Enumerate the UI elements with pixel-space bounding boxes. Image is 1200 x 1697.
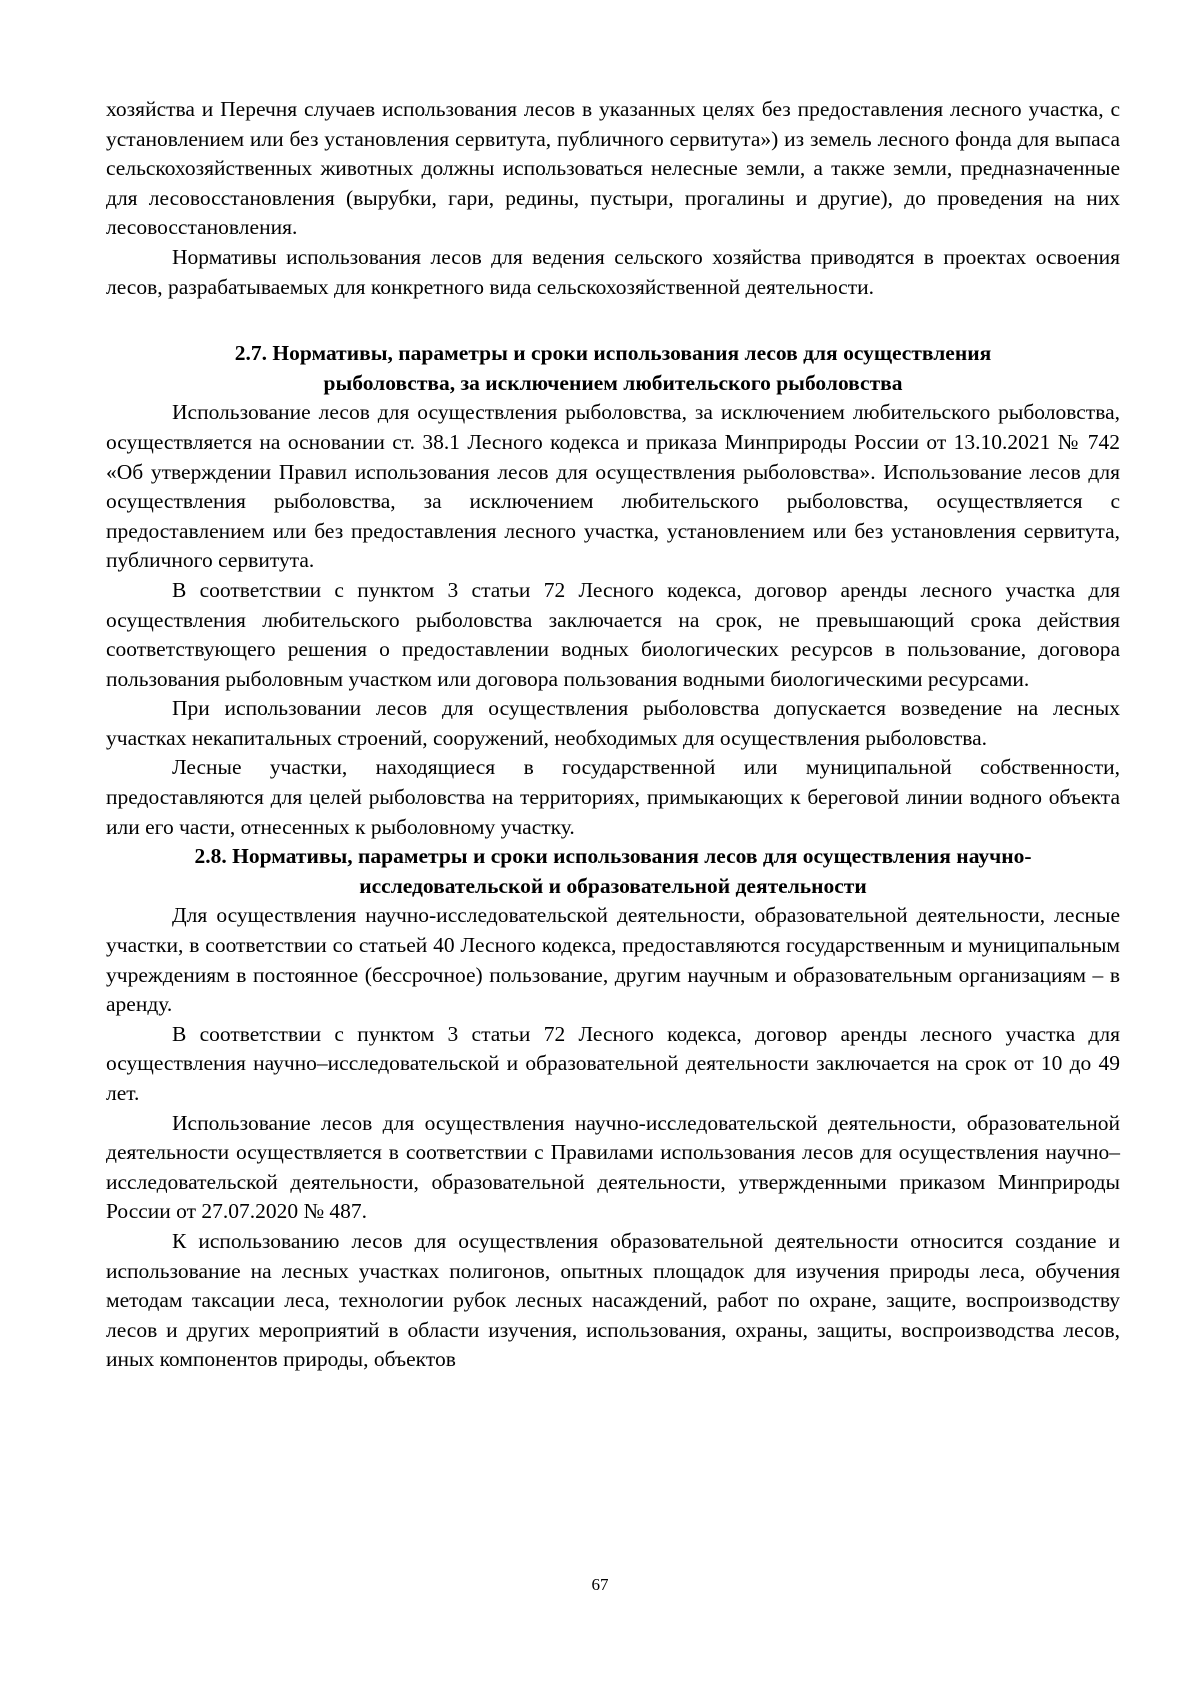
section-2-7-heading-line-2: рыболовства, за исключением любительского рыболовства	[323, 370, 903, 395]
section-2-7-heading-line-1: 2.7. Нормативы, параметры и сроки использования лесов для осуществления	[234, 341, 992, 366]
intro-paragraph: хозяйства и Перечня случаев использования лесов в указанных целях без предоставления лесного участка, с установлением или без установления сервитута, публичного сервитута») из земель лесного фонда для выпаса сельскохозяйственных животных должны использоваться нелесные земли, а также земли, предназначенные для лесовосстановления (вырубки, гари, редины, пустыри, прогалины и другие), до проведения на них лесовосстановления.	[106, 97, 1120, 240]
section-2-7-paragraph-2: В соответствии с пунктом 3 статьи 72 Лесного кодекса, договор аренды лесного участка для осуществления любительского рыболовства заключается на срок, не превышающий срока действия соответствующего решения о предоставлении водных биологических ресурсов в пользование, договора пользования рыболовным участком или договора пользования водными биологическими ресурсами.	[106, 577, 1120, 691]
section-2-8-heading	[106, 842, 1120, 901]
intro-paragraph-2: Нормативы использования лесов для ведения сельского хозяйства приводятся в проектах освоения лесов, разрабатываемых для конкретного вида сельскохозяйственной деятельности.	[106, 244, 1120, 299]
section-2-8-paragraph-2: В соответствии с пунктом 3 статьи 72 Лесного кодекса, договор аренды лесного участка для осуществления научно–исследовательской и образовательной деятельности заключается на срок от 10 до 49 лет.	[106, 1021, 1120, 1105]
page-number: 67	[591, 1575, 609, 1594]
section-2-7-paragraph-3: При использовании лесов для осуществления рыболовства допускается возведение на лесных участках некапитальных строений, сооружений, необходимых для осуществления рыболовства.	[106, 696, 1120, 750]
section-2-8-heading-line-2: исследовательской и образовательной деятельности	[359, 873, 867, 898]
section-2-8-paragraph-1: Для осуществления научно-исследовательской деятельности, образовательной деятельности, лесные участки, в соответствии со статьей 40 Лесного кодекса, предоставляются государственным и муниципальным учреждениям в постоянное (бессрочное) пользование, другим научным и образовательным организациям – в аренду.	[106, 903, 1120, 1017]
section-2-7-paragraph-1: Использование лесов для осуществления рыболовства, за исключением любительского рыболовства, осуществляется на основании ст. 38.1 Лесного кодекса и приказа Минприроды России от 13.10.2021 № 742 «Об утверждении Правил использования лесов для осуществления рыболовства». Использование лесов для осуществления рыболовства, за исключением любительского рыболовства, осуществляется с предоставлением или без предоставления лесного участка, установлением или без установления сервитута, публичного сервитута.	[106, 400, 1120, 573]
section-2-8-heading-line-1: 2.8. Нормативы, параметры и сроки использования лесов для осуществления научно-	[194, 844, 1032, 869]
section-2-7-paragraph-4: Лесные участки, находящиеся в государственной или муниципальной собственности, предоставляются для целей рыболовства на территориях, примыкающих к береговой линии водного объекта или его части, отнесенных к рыболовному участку.	[106, 755, 1120, 839]
section-2-8-paragraph-4: К использованию лесов для осуществления образовательной деятельности относится создание и использование на лесных участках полигонов, опытных площадок для изучения природы леса, обучения методам таксации леса, технологии рубок лесных насаждений, работ по охране, защите, воспроизводству лесов и других мероприятий в области изучения, использования, охраны, защиты, воспроизводства лесов, иных компонентов природы, объектов	[106, 1228, 1120, 1372]
section-2-8	[106, 842, 1120, 1375]
section-2-7	[106, 339, 1120, 842]
section-2-7-heading	[106, 339, 1120, 398]
section-2-8-paragraph-3: Использование лесов для осуществления научно-исследовательской деятельности, образовательной деятельности осуществляется в соответствии с Правилами использования лесов для осуществления научно–исследовательской деятельности, образовательной деятельности, утвержденными приказом Минприроды России от 27.07.2020 № 487.	[106, 1110, 1120, 1224]
